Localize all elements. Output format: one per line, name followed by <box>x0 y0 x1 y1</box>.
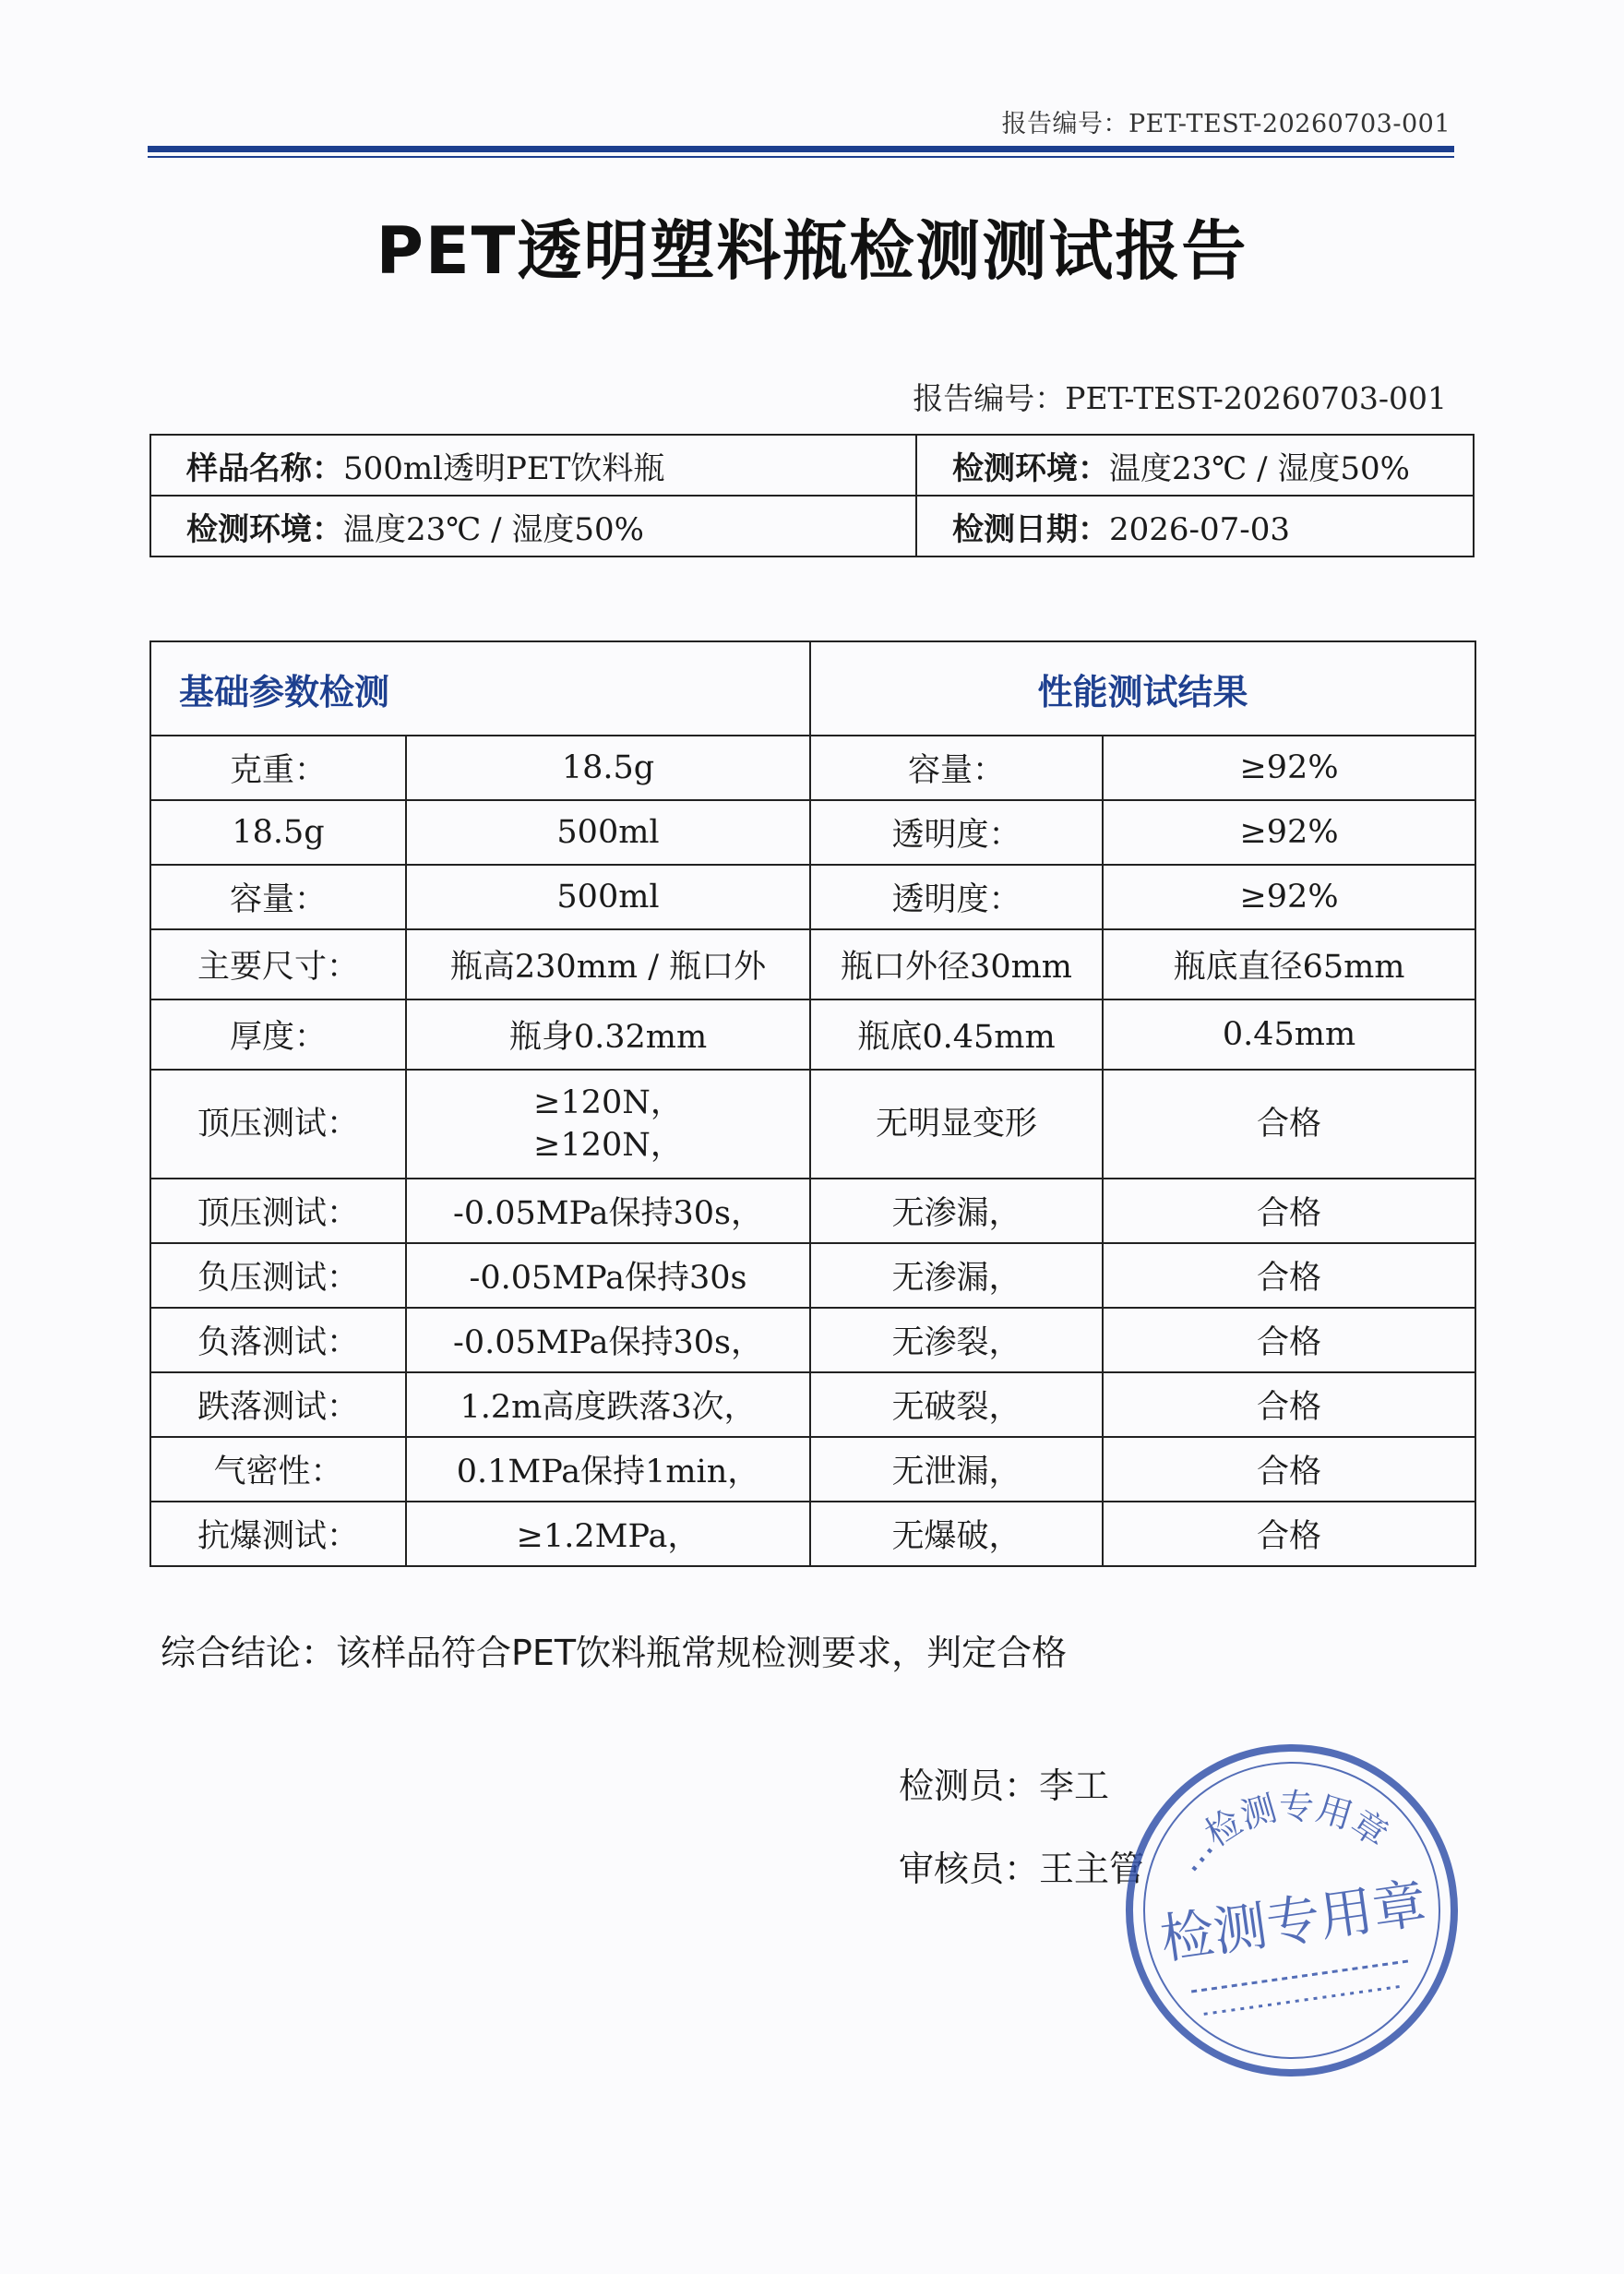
table-cell: 瓶底直径65mm <box>1103 929 1475 999</box>
performance-header: 性能测试结果 <box>810 641 1475 736</box>
table-cell: 透明度： <box>810 800 1103 865</box>
table-cell: 0.45mm <box>1103 999 1475 1070</box>
top-report-number: 报告编号：PET-TEST-20260703-001 <box>1001 110 1451 138</box>
table-cell: 主要尺寸： <box>150 929 406 999</box>
table-cell: -0.05MPa保持30s， <box>406 1179 810 1243</box>
table-cell: 负落测试： <box>150 1308 406 1372</box>
header-rule <box>148 146 1454 158</box>
table-cell: 无明显变形 <box>810 1070 1103 1179</box>
table-cell: ≥92% <box>1103 800 1475 865</box>
table-cell: 瓶身0.32mm <box>406 999 810 1070</box>
table-row <box>150 929 1475 999</box>
report-title: PET透明塑料瓶检测测试报告 <box>376 213 1248 289</box>
inspection-seal <box>1093 1712 1489 2108</box>
table-cell: ≥1.2MPa， <box>406 1502 810 1566</box>
table-cell: 无爆破， <box>810 1502 1103 1566</box>
table-cell: 18.5g <box>150 800 406 865</box>
table-cell: 瓶高230mm / 瓶口外 <box>406 929 810 999</box>
sample-info-table <box>149 434 1475 557</box>
table-body <box>150 736 1475 1566</box>
table-cell: 合格 <box>1103 1070 1475 1179</box>
environment-label: 检测环境： <box>952 449 1109 487</box>
table-row <box>150 1502 1475 1566</box>
table-cell: 厚度： <box>150 999 406 1070</box>
sample-name-label: 样品名称： <box>186 449 343 487</box>
reviewer-signature: 审核员：王主管 <box>899 1849 1145 1889</box>
table-cell: 合格 <box>1103 1502 1475 1566</box>
table-cell: 顶压测试： <box>150 1070 406 1179</box>
table-cell: 合格 <box>1103 1308 1475 1372</box>
seal-ring-text: …检测专用章 <box>1167 1786 1396 1880</box>
table-row <box>150 1243 1475 1308</box>
basic-params-header: 基础参数检测 <box>150 641 810 736</box>
table-row <box>150 1437 1475 1502</box>
table-row <box>150 1372 1475 1437</box>
table-cell: ≥92% <box>1103 736 1475 800</box>
table-cell: 0.1MPa保持1min， <box>406 1437 810 1502</box>
table-cell: 500ml <box>406 865 810 929</box>
conclusion-text: 综合结论：该样品符合PET饮料瓶常规检测要求，判定合格 <box>161 1633 1068 1673</box>
table-cell: 500ml <box>406 800 810 865</box>
table-cell: 无泄漏， <box>810 1437 1103 1502</box>
info-cell <box>150 435 916 496</box>
table-cell: -0.05MPa保持30s， <box>406 1308 810 1372</box>
table-cell: 瓶底0.45mm <box>810 999 1103 1070</box>
table-cell: 克重： <box>150 736 406 800</box>
test-date-label: 检测日期： <box>952 510 1109 548</box>
sample-name-value: 500ml透明PET饮料瓶 <box>343 449 665 487</box>
table-header-row <box>150 641 1475 736</box>
table-cell: -0.05MPa保持30s <box>406 1243 810 1308</box>
svg-text:…检测专用章 <box>1161 1771 1400 1884</box>
table-cell: 合格 <box>1103 1179 1475 1243</box>
table-cell: 合格 <box>1103 1437 1475 1502</box>
table-cell: 合格 <box>1103 1372 1475 1437</box>
inspector-signature: 检测员：李工 <box>899 1765 1110 1806</box>
table-cell: 无渗漏， <box>810 1243 1103 1308</box>
report-number: 报告编号：PET-TEST-20260703-001 <box>913 380 1447 416</box>
table-row <box>150 1308 1475 1372</box>
table-cell: 抗爆测试： <box>150 1502 406 1566</box>
info-cell <box>150 496 916 557</box>
table-cell: 无渗裂， <box>810 1308 1103 1372</box>
table-cell: 容量： <box>810 736 1103 800</box>
test-results-table <box>149 640 1476 1567</box>
table-cell: ≥92% <box>1103 865 1475 929</box>
table-cell: 负压测试： <box>150 1243 406 1308</box>
info-row <box>150 496 1474 557</box>
table-cell: 气密性： <box>150 1437 406 1502</box>
table-cell: 容量： <box>150 865 406 929</box>
table-row <box>150 1179 1475 1243</box>
environment-label: 检测环境： <box>186 510 343 548</box>
environment-value: 温度23℃ / 湿度50% <box>1109 449 1410 487</box>
table-cell: 无破裂， <box>810 1372 1103 1437</box>
table-cell: ≥120N， ≥120N， <box>406 1070 810 1179</box>
table-cell: 合格 <box>1103 1243 1475 1308</box>
seal-center-text: 检测专用章 <box>1156 1872 1430 1971</box>
table-row <box>150 800 1475 865</box>
table-row <box>150 736 1475 800</box>
table-cell: 18.5g <box>406 736 810 800</box>
info-cell <box>916 435 1474 496</box>
table-cell: 跌落测试： <box>150 1372 406 1437</box>
table-cell: 顶压测试： <box>150 1179 406 1243</box>
table-cell: 1.2m高度跌落3次， <box>406 1372 810 1437</box>
test-date-value: 2026-07-03 <box>1109 510 1291 548</box>
table-row <box>150 999 1475 1070</box>
table-row <box>150 1070 1475 1179</box>
table-cell: 无渗漏， <box>810 1179 1103 1243</box>
table-row <box>150 865 1475 929</box>
environment-value: 温度23℃ / 湿度50% <box>343 510 644 548</box>
table-cell: 透明度： <box>810 865 1103 929</box>
table-cell: 瓶口外径30mm <box>810 929 1103 999</box>
info-row <box>150 435 1474 496</box>
info-cell <box>916 496 1474 557</box>
